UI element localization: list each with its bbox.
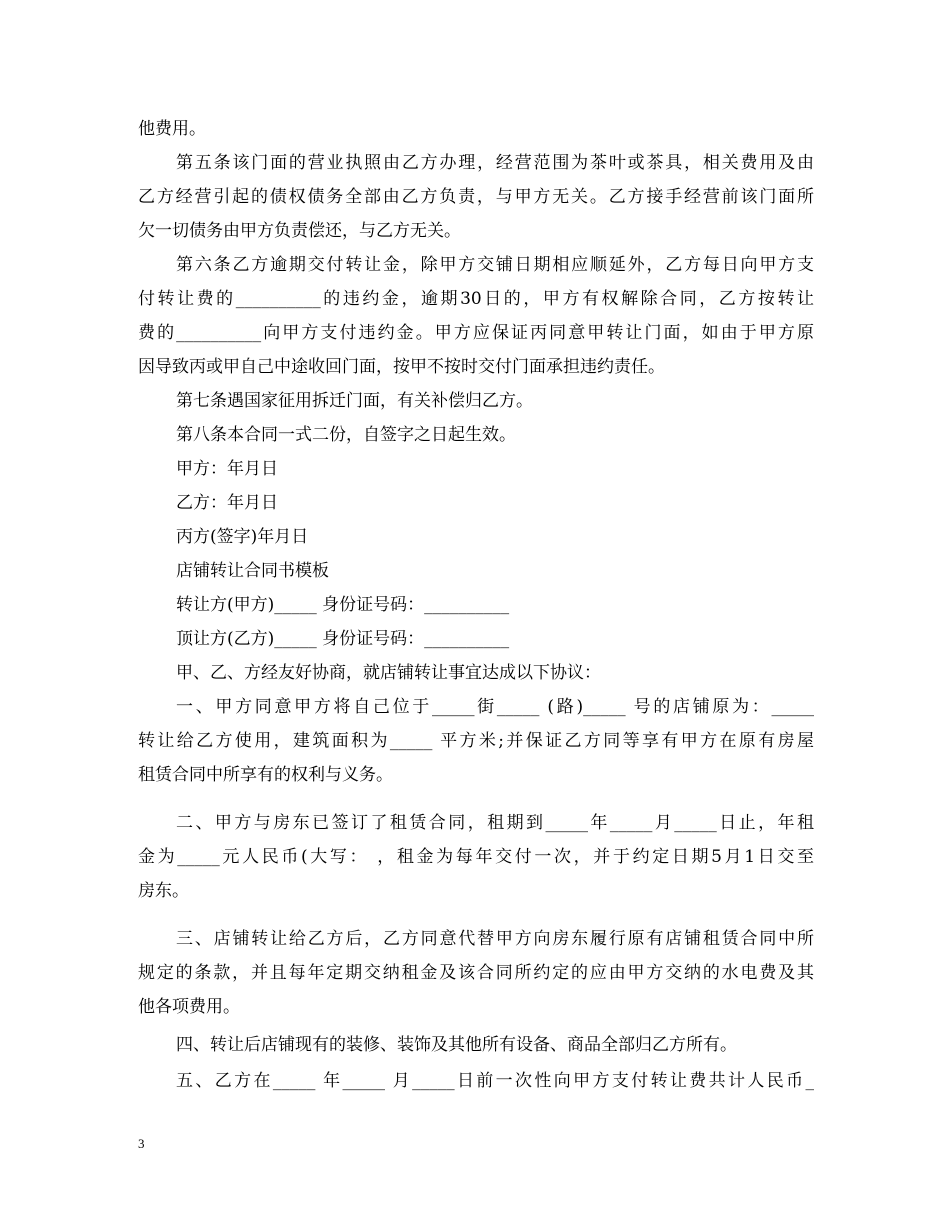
- text-line: 第七条遇国家征用拆迁门面，有关补偿归乙方。: [176, 391, 533, 411]
- text-line: 房东。: [138, 881, 189, 901]
- text-line: 三、店铺转让给乙方后，乙方同意代替甲方向房东履行原有店铺租赁合同中所: [176, 929, 814, 949]
- text-line: 欠一切债务由甲方负责偿还，与乙方无关。: [138, 221, 461, 241]
- text-line: 乙方经营引起的债权债务全部由乙方负责，与甲方无关。乙方接手经营前该门面所: [138, 187, 814, 207]
- signature-line: 丙方(签字)年月日: [176, 527, 309, 547]
- text-line: 付转让费的__________的违约金，逾期30日的，甲方有权解除合同，乙方按转让: [138, 289, 814, 309]
- text-line: 规定的条款，并且每年定期交纳租金及该合同所约定的应由甲方交纳的水电费及其: [138, 963, 814, 983]
- text-line: 他费用。: [138, 119, 206, 139]
- text-line: 转让给乙方使用，建筑面积为_____ 平方米;并保证乙方同等享有甲方在原有房屋: [138, 731, 814, 751]
- signature-line: 甲方：年月日: [176, 459, 278, 479]
- section-title: 店铺转让合同书模板: [176, 561, 329, 581]
- text-line: 租赁合同中所享有的权利与义务。: [138, 765, 393, 785]
- text-line: 金为_____元人民币(大写： ，租金为每年交付一次，并于约定日期5月1日交至: [138, 847, 814, 867]
- text-line: 费的__________向甲方支付违约金。甲方应保证丙同意甲转让门面，如由于甲方原: [138, 323, 814, 343]
- party-line: 转让方(甲方)_____ 身份证号码：__________: [176, 595, 510, 615]
- text-line: 四、转让后店铺现有的装修、装饰及其他所有设备、商品全部归乙方所有。: [176, 1035, 737, 1055]
- signature-line: 乙方：年月日: [176, 493, 278, 513]
- text-line: 第八条本合同一式二份，自签字之日起生效。: [176, 425, 516, 445]
- text-line: 他各项费用。: [138, 997, 240, 1017]
- text-line: 第五条该门面的营业执照由乙方办理，经营范围为茶叶或茶具，相关费用及由: [176, 153, 814, 173]
- text-line: 二、甲方与房东已签订了租赁合同，租期到_____年_____月_____日止，年租: [176, 813, 814, 833]
- text-line: 第六条乙方逾期交付转让金，除甲方交铺日期相应顺延外，乙方每日向甲方支: [176, 255, 814, 275]
- text-line: 甲、乙、方经友好协商，就店铺转让事宜达成以下协议：: [176, 663, 601, 683]
- party-line: 顶让方(乙方)_____ 身份证号码：__________: [176, 629, 510, 649]
- text-line: 一、甲方同意甲方将自己位于_____街_____ (路)_____ 号的店铺原为：_____: [176, 697, 814, 717]
- text-line: 五、乙方在_____ 年_____ 月_____日前一次性向甲方支付转让费共计人民币_: [176, 1071, 814, 1091]
- text-line: 因导致丙或甲自己中途收回门面，按甲不按时交付门面承担违约责任。: [138, 357, 665, 377]
- page-number: 3: [138, 1136, 145, 1151]
